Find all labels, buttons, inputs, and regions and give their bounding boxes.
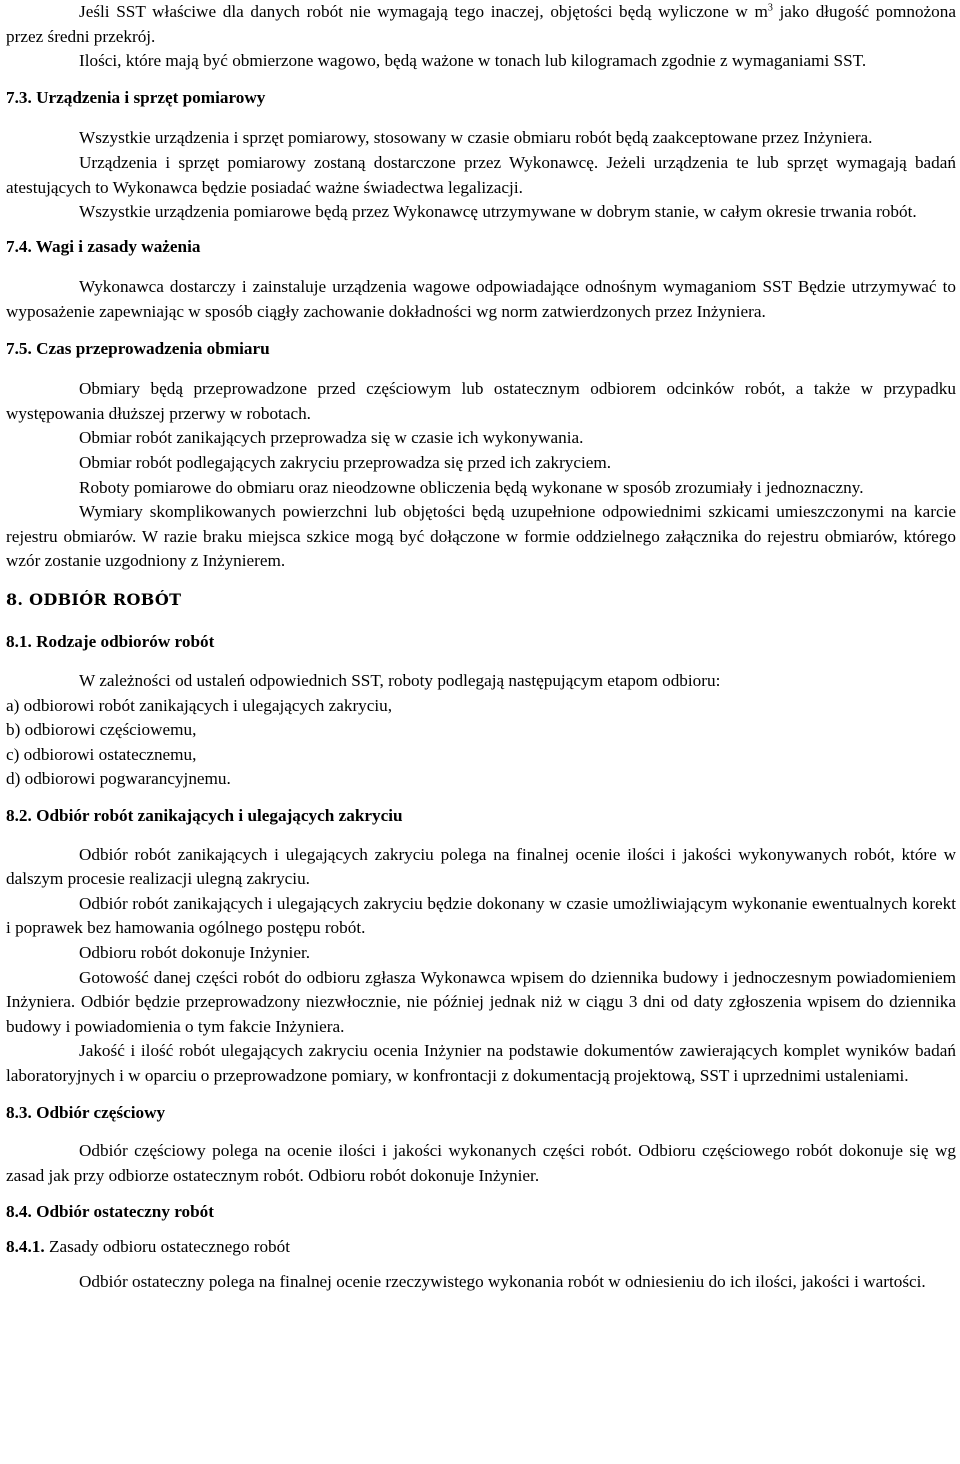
paragraph: Odbiór ostateczny polega na finalnej ocenie rzeczywistego wykonania robót w odniesieniu do ich ilości, jakości i wartości. bbox=[79, 1271, 926, 1291]
paragraph: Gotowość danej części robót do odbioru zgłasza Wykonawca wpisem do dziennika budowy i jednoczesnym powiadomieniem Inżyniera. Odbiór będzie przeprowadzony niezwłocznie, nie później jednak niż w ciągu 3 dni od daty zgłoszenia wpisem do dziennika budowy i powiadomienia o tym fakcie Inżyniera. bbox=[6, 967, 956, 1036]
paragraph: Odbiór robót zanikających i ulegających zakryciu będzie dokonany w czasie umożliwiającym wykonanie ewentualnych korekt i poprawek bez hamowania ogólnego postępu robót. bbox=[6, 893, 956, 938]
paragraph: Obmiar robót zanikających przeprowadza się w czasie ich wykonywania. bbox=[79, 428, 584, 448]
text-run: jako długość pomnożona przez średni przekrój. bbox=[6, 2, 956, 46]
paragraph: Odbioru robót dokonuje Inżynier. bbox=[79, 943, 311, 962]
section-heading-8-4-1 bbox=[6, 1235, 956, 1260]
paragraph bbox=[6, 0, 956, 49]
paragraph: Wszystkie urządzenia i sprzęt pomiarowy, stosowany w czasie obmiaru robót będą zaakceptowane przez Inżyniera. bbox=[79, 128, 873, 148]
paragraph: Wymiary skomplikowanych powierzchni lub objętości będą uzupełnione odpowiednimi szkicami umieszczonymi na karcie rejestru obmiarów. W razie braku miejsca szkice mogą być dołączone w formie oddzielnego załącznika do rejestru obmiarów, którego wzór zostanie uzgodniony z Inżynierem. bbox=[6, 502, 956, 571]
superscript: 3 bbox=[767, 2, 773, 14]
paragraph: Obmiary będą przeprowadzone przed częściowym lub ostatecznym odbiorem odcinków robót, a także w przypadku występowania dłuższej przerwy w robotach. bbox=[6, 379, 956, 423]
list-item: c) odbiorowi ostatecznemu, bbox=[6, 744, 197, 764]
list-item: a) odbiorowi robót zanikających i ulegających zakryciu, bbox=[6, 695, 393, 715]
paragraph: W zależności od ustaleń odpowiednich SST, roboty podlegają następującym etapom odbioru: bbox=[79, 671, 721, 691]
heading-text: Zasady odbioru ostatecznego robót bbox=[44, 1236, 290, 1256]
text-run: Jeśli SST właściwe dla danych robót nie wymagają tego inaczej, objętości będą wyliczone w m bbox=[79, 2, 768, 21]
paragraph: Jakość i ilość robót ulegających zakryciu ocenia Inżynier na podstawie dokumentów zawierających komplet wyników badań laboratoryjnych i w oparciu o przeprowadzone pomiary, w konfrontacji z dokumentacją projektową, SST i uprzednimi ustaleniami. bbox=[6, 1041, 956, 1085]
chapter-heading-8: 8. ODBIÓR ROBÓT bbox=[6, 589, 182, 609]
section-heading-7-4: 7.4. Wagi i zasady ważenia bbox=[6, 236, 201, 256]
section-heading-8-3: 8.3. Odbiór częściowy bbox=[6, 1102, 166, 1122]
paragraph: Roboty pomiarowe do obmiaru oraz nieodzowne obliczenia będą wykonane w sposób zrozumiały i jednoznaczny. bbox=[79, 477, 864, 497]
paragraph: Ilości, które mają być obmierzone wagowo, będą ważone w tonach lub kilogramach zgodnie z wymaganiami SST. bbox=[79, 51, 867, 71]
list-item: d) odbiorowi pogwarancyjnemu. bbox=[6, 769, 231, 789]
document-page bbox=[6, 0, 956, 1294]
paragraph: Odbiór częściowy polega na ocenie ilości i jakości wykonanych części robót. Odbioru częściowego robót dokonuje się wg zasad jak przy odbiorze ostatecznym robót. Odbioru robót dokonuje Inżynier. bbox=[6, 1141, 956, 1185]
section-heading-8-1: 8.1. Rodzaje odbiorów robót bbox=[6, 632, 215, 652]
section-heading-7-3: 7.3. Urządzenia i sprzęt pomiarowy bbox=[6, 87, 266, 107]
list-item: b) odbiorowi częściowemu, bbox=[6, 720, 197, 740]
paragraph: Odbiór robót zanikających i ulegających zakryciu polega na finalnej ocenie ilości i jakości wykonywanych robót, które w dalszym procesie realizacji ulegną zakryciu. bbox=[6, 844, 956, 889]
paragraph: Obmiar robót podlegających zakryciu przeprowadza się przed ich zakryciem. bbox=[79, 452, 612, 472]
section-heading-8-2: 8.2. Odbiór robót zanikających i ulegających zakryciu bbox=[6, 806, 403, 826]
paragraph: Urządzenia i sprzęt pomiarowy zostaną dostarczone przez Wykonawcę. Jeżeli urządzenia te lub sprzęt wymagają badań atestujących to Wykonawca będzie posiadać ważne świadectwa legalizacji. bbox=[6, 152, 956, 197]
heading-number: 8.4.1. bbox=[6, 1236, 45, 1256]
paragraph: Wykonawca dostarczy i zainstaluje urządzenia wagowe odpowiadające odnośnym wymaganiom SST Będzie utrzymywać to wyposażenie zapewniając w sposób ciągły zachowanie dokładności wg norm zatwierdzonych przez Inżyniera. bbox=[6, 277, 956, 321]
paragraph: Wszystkie urządzenia pomiarowe będą przez Wykonawcę utrzymywane w dobrym stanie, w całym okresie trwania robót. bbox=[79, 202, 917, 222]
section-heading-8-4: 8.4. Odbiór ostateczny robót bbox=[6, 1202, 214, 1222]
section-heading-7-5: 7.5. Czas przeprowadzenia obmiaru bbox=[6, 338, 270, 358]
